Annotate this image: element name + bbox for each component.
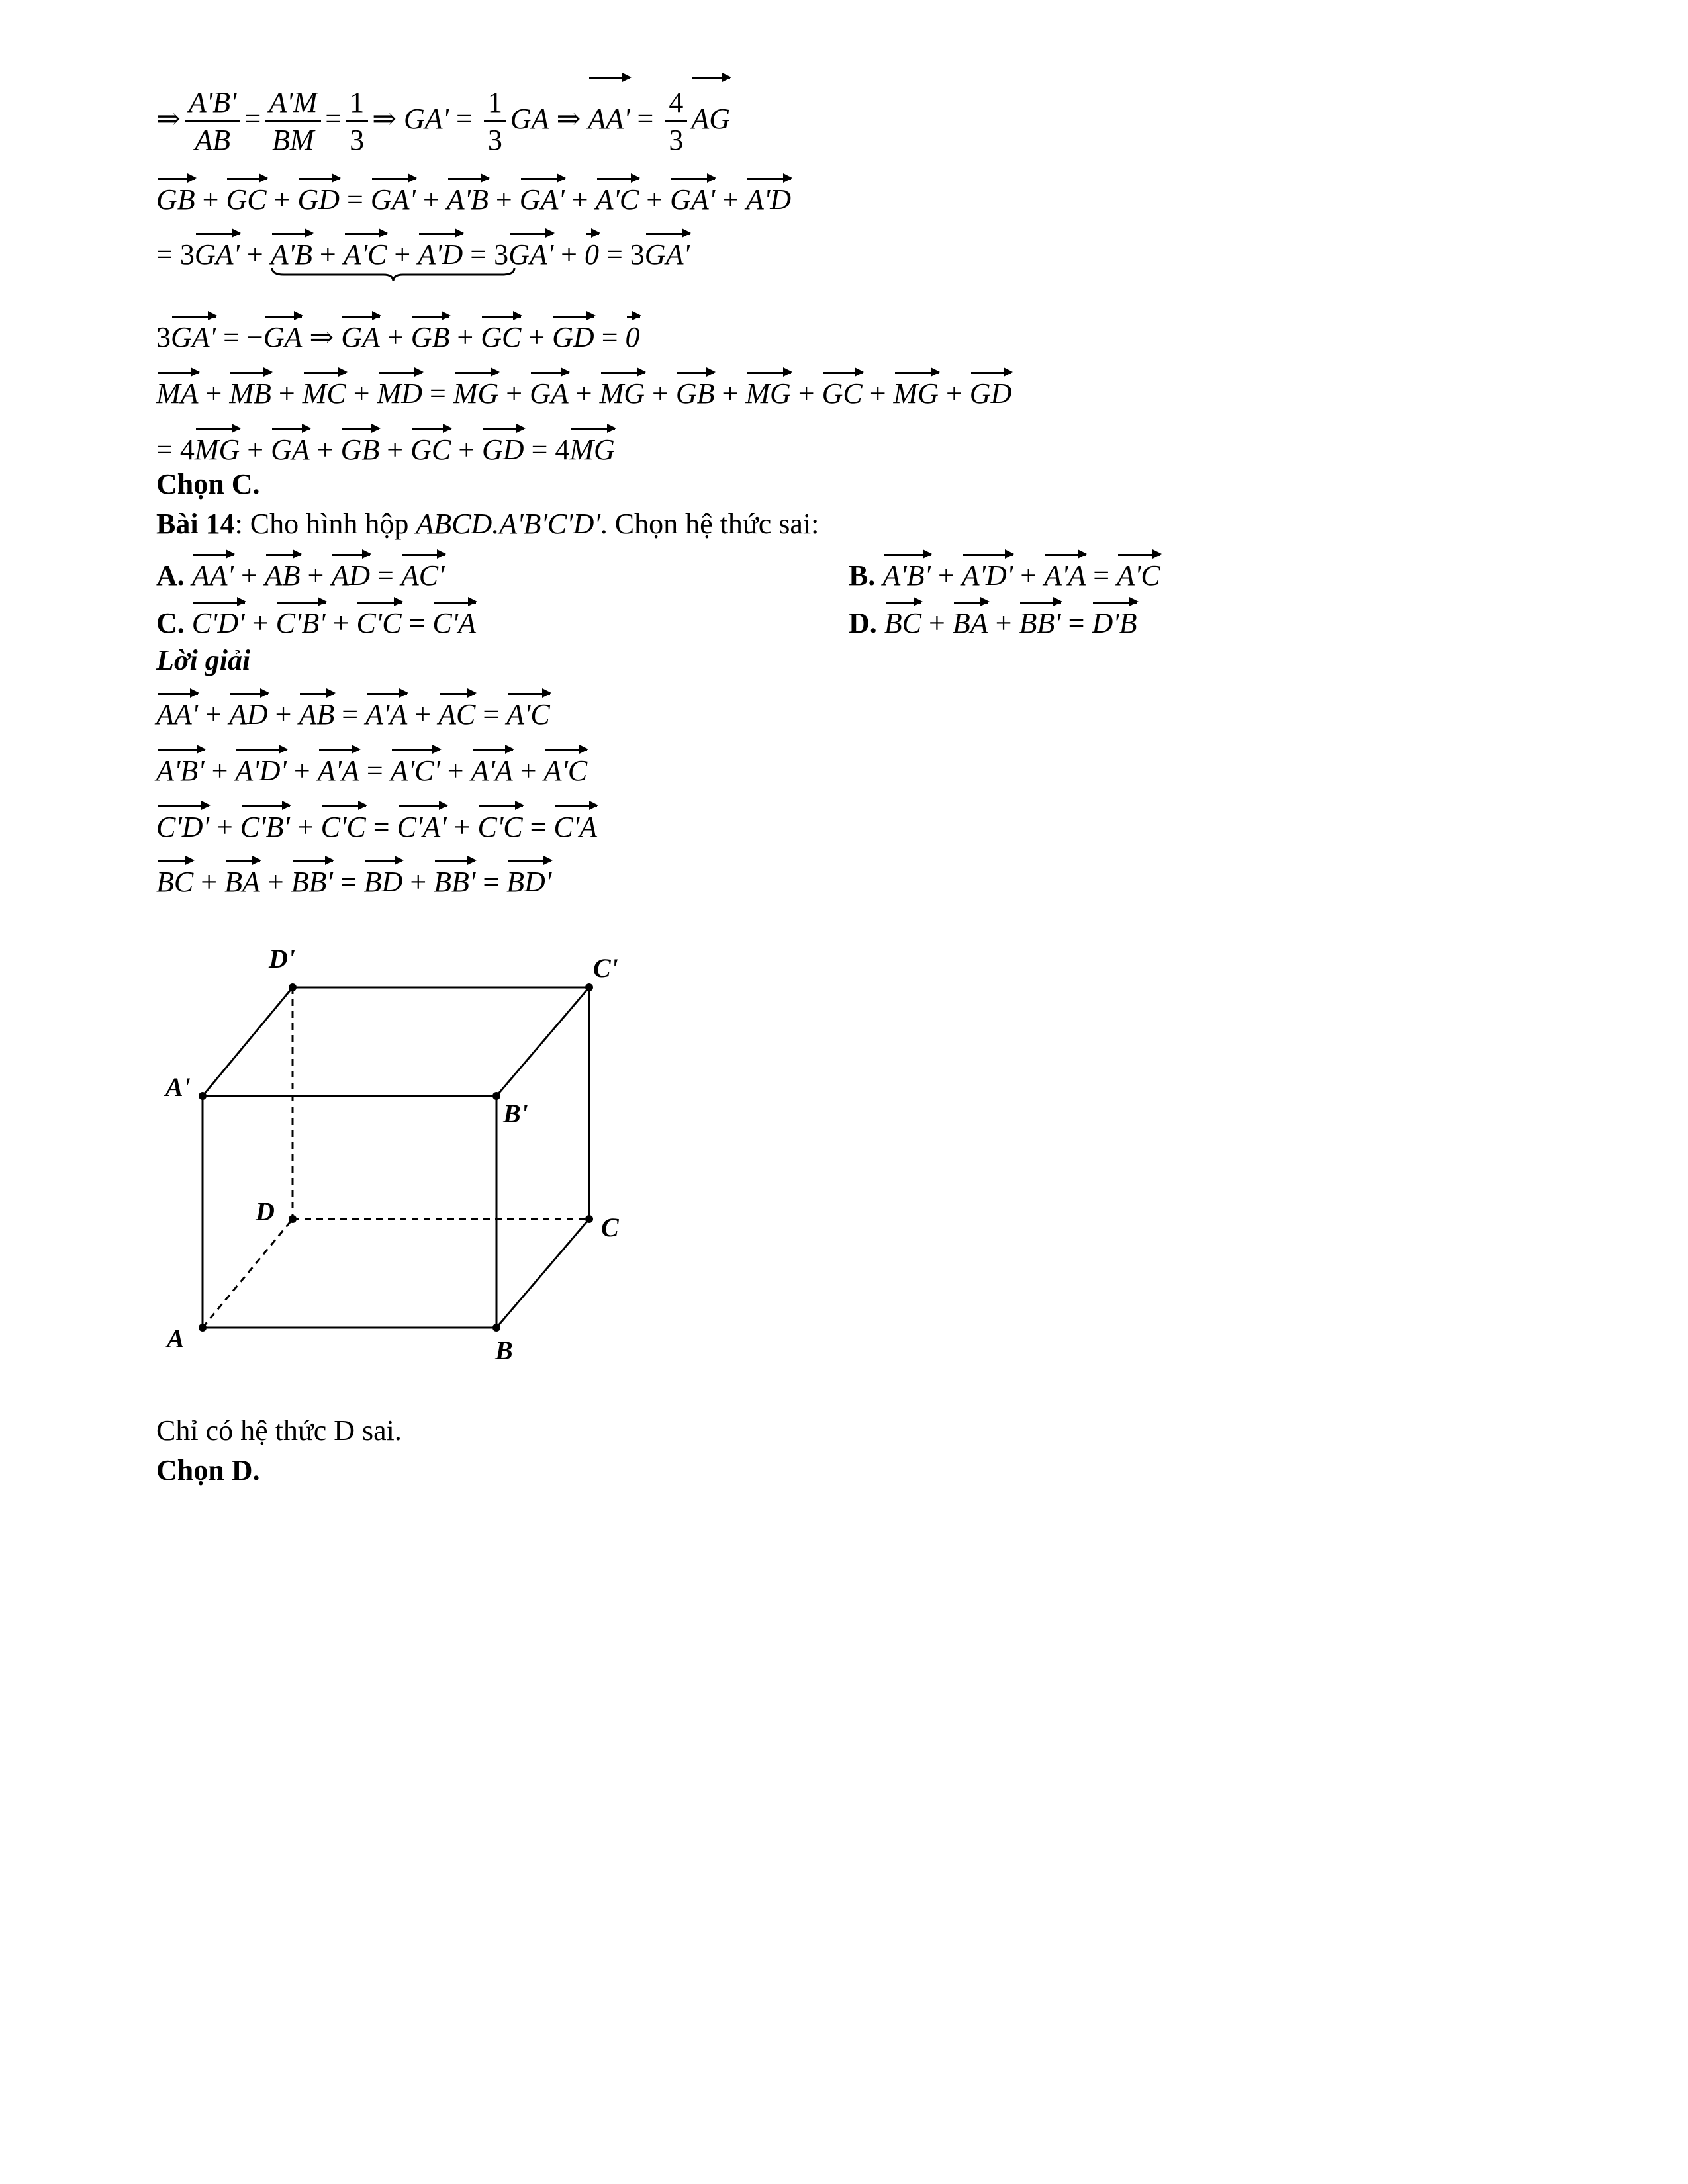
solution-line-1: AA' + AD + AB = A'A + AC = A'C xyxy=(156,688,550,735)
problem-title: Bài 14 xyxy=(156,508,235,540)
option-c: C. C'D' + C'B' + C'C = C'A xyxy=(156,597,476,643)
option-d: D. BC + BA + BB' = D'B xyxy=(849,597,1137,643)
option-a-label: A. xyxy=(156,559,185,592)
edge-A1D1 xyxy=(203,987,293,1096)
solution-line-3: C'D' + C'B' + C'C = C'A' + C'C = C'A xyxy=(156,801,597,847)
vertex-C xyxy=(585,1215,593,1223)
equation-line-6: = 4MG + GA + GB + GC + GD = 4MG xyxy=(156,424,615,470)
label-B1: B' xyxy=(503,1099,528,1128)
equation-line-3: = 3GA' + A'B + A'C + A'D = 3GA' + 0 = 3GA' xyxy=(156,228,690,275)
option-a: A. AA' + AB + AD = AC' xyxy=(156,549,445,596)
option-b: B. A'B' + A'D' + A'A = A'C xyxy=(849,549,1160,596)
label-C1: C' xyxy=(593,953,618,983)
vertex-B1 xyxy=(492,1092,500,1100)
edge-CB xyxy=(496,1219,589,1328)
label-A1: A' xyxy=(165,1072,191,1102)
vertex-D1 xyxy=(289,983,297,991)
label-C: C xyxy=(601,1212,619,1242)
edge-AD-hidden xyxy=(203,1219,293,1328)
vertex-A1 xyxy=(199,1092,207,1100)
conclusion: Chỉ có hệ thức D sai. xyxy=(156,1414,402,1447)
equation-line-2: GB + GC + GD = GA' + A'B + GA' + A'C + GA' + A'D xyxy=(156,173,791,220)
solution-line-4: BC + BA + BB' = BD + BB' = BD' xyxy=(156,856,551,902)
vertex-B xyxy=(492,1324,500,1332)
vertex-C1 xyxy=(585,983,593,991)
equation-line-1: ⇒ $\frac{A'B'}{AB}$ = $\frac{A'M}{BM}$ = $\frac{1}{3}$ ⇒ GA' = $\frac{1}{3}$ GA ⇒ AA' = $\frac{4}{3}$ AG xyxy=(156,73,730,159)
problem-intro: : Cho hình hộp xyxy=(234,508,416,540)
solution-heading: Lời giải xyxy=(156,644,251,676)
option-d-label: D. xyxy=(849,607,877,639)
option-c-label: C. xyxy=(156,607,185,639)
cube-figure xyxy=(146,927,675,1390)
answer-line-2: Chọn D. xyxy=(156,1454,260,1486)
vertex-A xyxy=(199,1324,207,1332)
problem-after: . Chọn hệ thức sai: xyxy=(600,508,820,540)
vertex-D xyxy=(289,1215,297,1223)
label-A: A xyxy=(167,1324,185,1353)
equation-line-4: 3GA' = −GA ⇒ GA + GB + GC + GD = 0 xyxy=(156,311,640,357)
solution-line-2: A'B' + A'D' + A'A = A'C' + A'A + A'C xyxy=(156,745,587,791)
option-b-label: B. xyxy=(849,559,876,592)
label-D: D xyxy=(256,1197,275,1226)
equation-line-5: MA + MB + MC + MD = MG + GA + MG + GB + MG + GC + MG + GD xyxy=(156,367,1011,414)
problem-statement xyxy=(156,504,819,544)
box-name: ABCD.A'B'C'D' xyxy=(416,508,600,540)
answer-line-1: Chọn C. xyxy=(156,468,260,500)
edge-C1B1 xyxy=(496,987,589,1096)
label-D1: D' xyxy=(269,944,295,974)
label-B: B xyxy=(495,1336,513,1365)
